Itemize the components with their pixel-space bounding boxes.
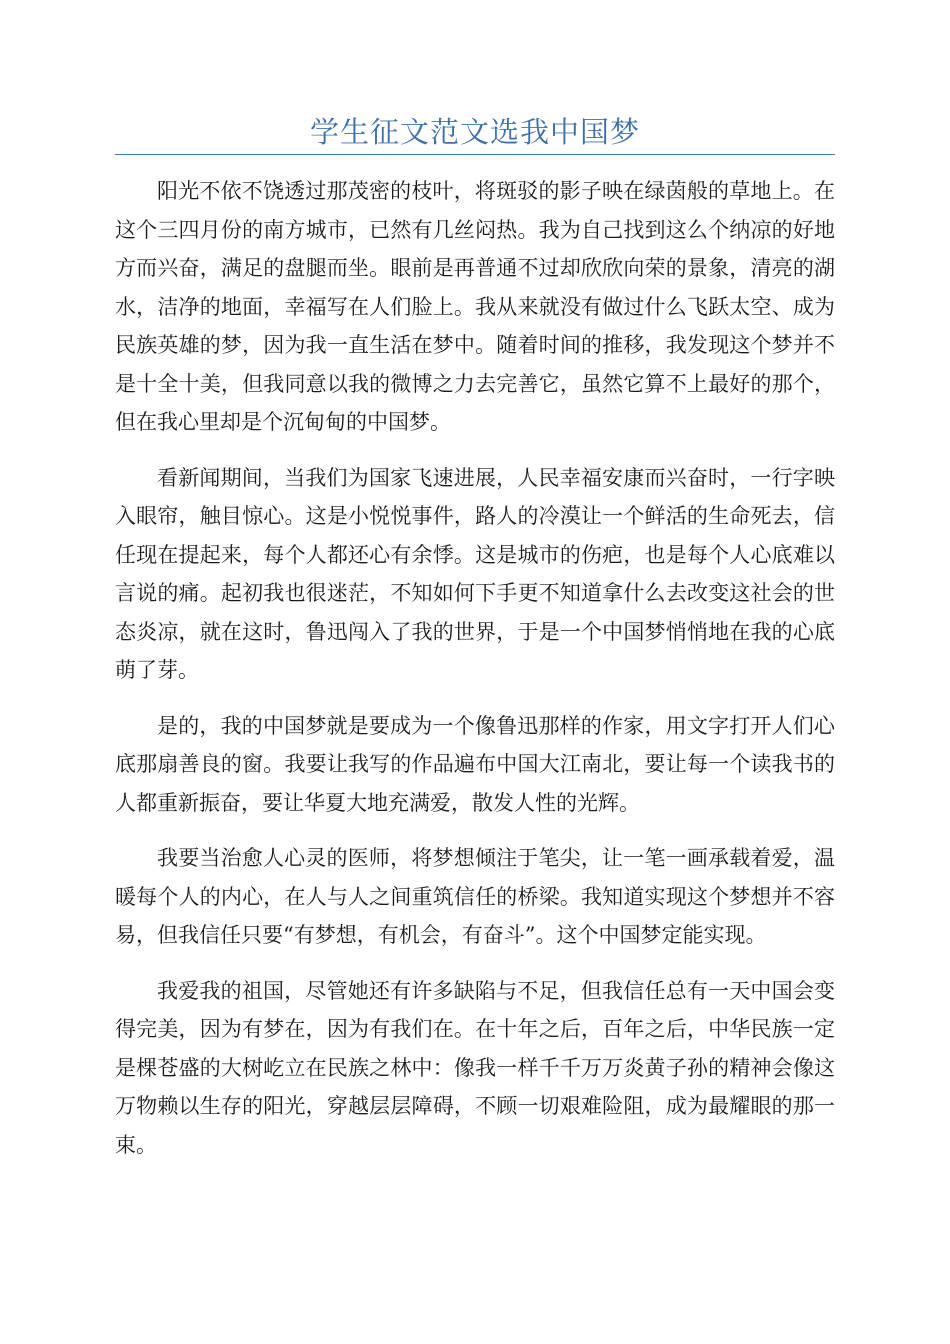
paragraph-1: 阳光不依不饶透过那茂密的枝叶，将斑驳的影子映在绿茵般的草地上。在这个三四月份的南方城市，已然有几丝闷热。我为自己找到这么个纳凉的好地方而兴奋，满足的盘腿而坐。眼前是再普通不过却欣欣向荣的景象，清亮的湖水，洁净的地面，幸福写在人们脸上。我从来就没有做过什么飞跃太空、成为民族英雄的梦，因为我一直生活在梦中。随着时间的推移，我发现这个梦并不是十全十美，但我同意以我的微博之力去完善它，虽然它算不上最好的那个，但在我心里却是个沉甸甸的中国梦。	[115, 179, 835, 434]
document-body	[115, 172, 835, 1181]
paragraph-4: 我要当治愈人心灵的医师，将梦想倾注于笔尖，让一笔一画承载着爱，温暖每个人的内心，在人与人之间重筑信任的桥梁。我知道实现这个梦想并不容易，但我信任只要“有梦想，有机会，有奋斗”。这个中国梦定能实现。	[115, 846, 835, 947]
page-title: 学生征文范文选我中国梦	[309, 115, 640, 149]
paragraph-2: 看新闻期间，当我们为国家飞速进展，人民幸福安康而兴奋时，一行字映入眼帘，触目惊心。这是小悦悦事件，路人的冷漠让一个鲜活的生命死去，信任现在提起来，每个人都还心有余悸。这是城市的伤疤，也是每个人心底难以言说的痛。起初我也很迷茫，不知如何下手更不知道拿什么去改变这社会的世态炎凉，就在这时，鲁迅闯入了我的世界，于是一个中国梦悄悄地在我的心底萌了芽。	[115, 465, 835, 682]
paragraph-3: 是的，我的中国梦就是要成为一个像鲁迅那样的作家，用文字打开人们心底那扇善良的窗。我要让我写的作品遍布中国大江南北，要让每一个读我书的人都重新振奋，要让华夏大地充满爱，散发人性的光辉。	[115, 713, 835, 815]
title-underline	[115, 154, 835, 155]
paragraph-5: 我爱我的祖国，尽管她还有许多缺陷与不足，但我信任总有一天中国会变得完美，因为有梦在，因为有我们在。在十年之后，百年之后，中华民族一定是棵苍盛的大树屹立在民族之林中：像我一样千千万万炎黄子孙的精神会像这万物赖以生存的阳光，穿越层层障碍，不顾一切艰难险阻，成为最耀眼的那一束。	[115, 978, 835, 1157]
